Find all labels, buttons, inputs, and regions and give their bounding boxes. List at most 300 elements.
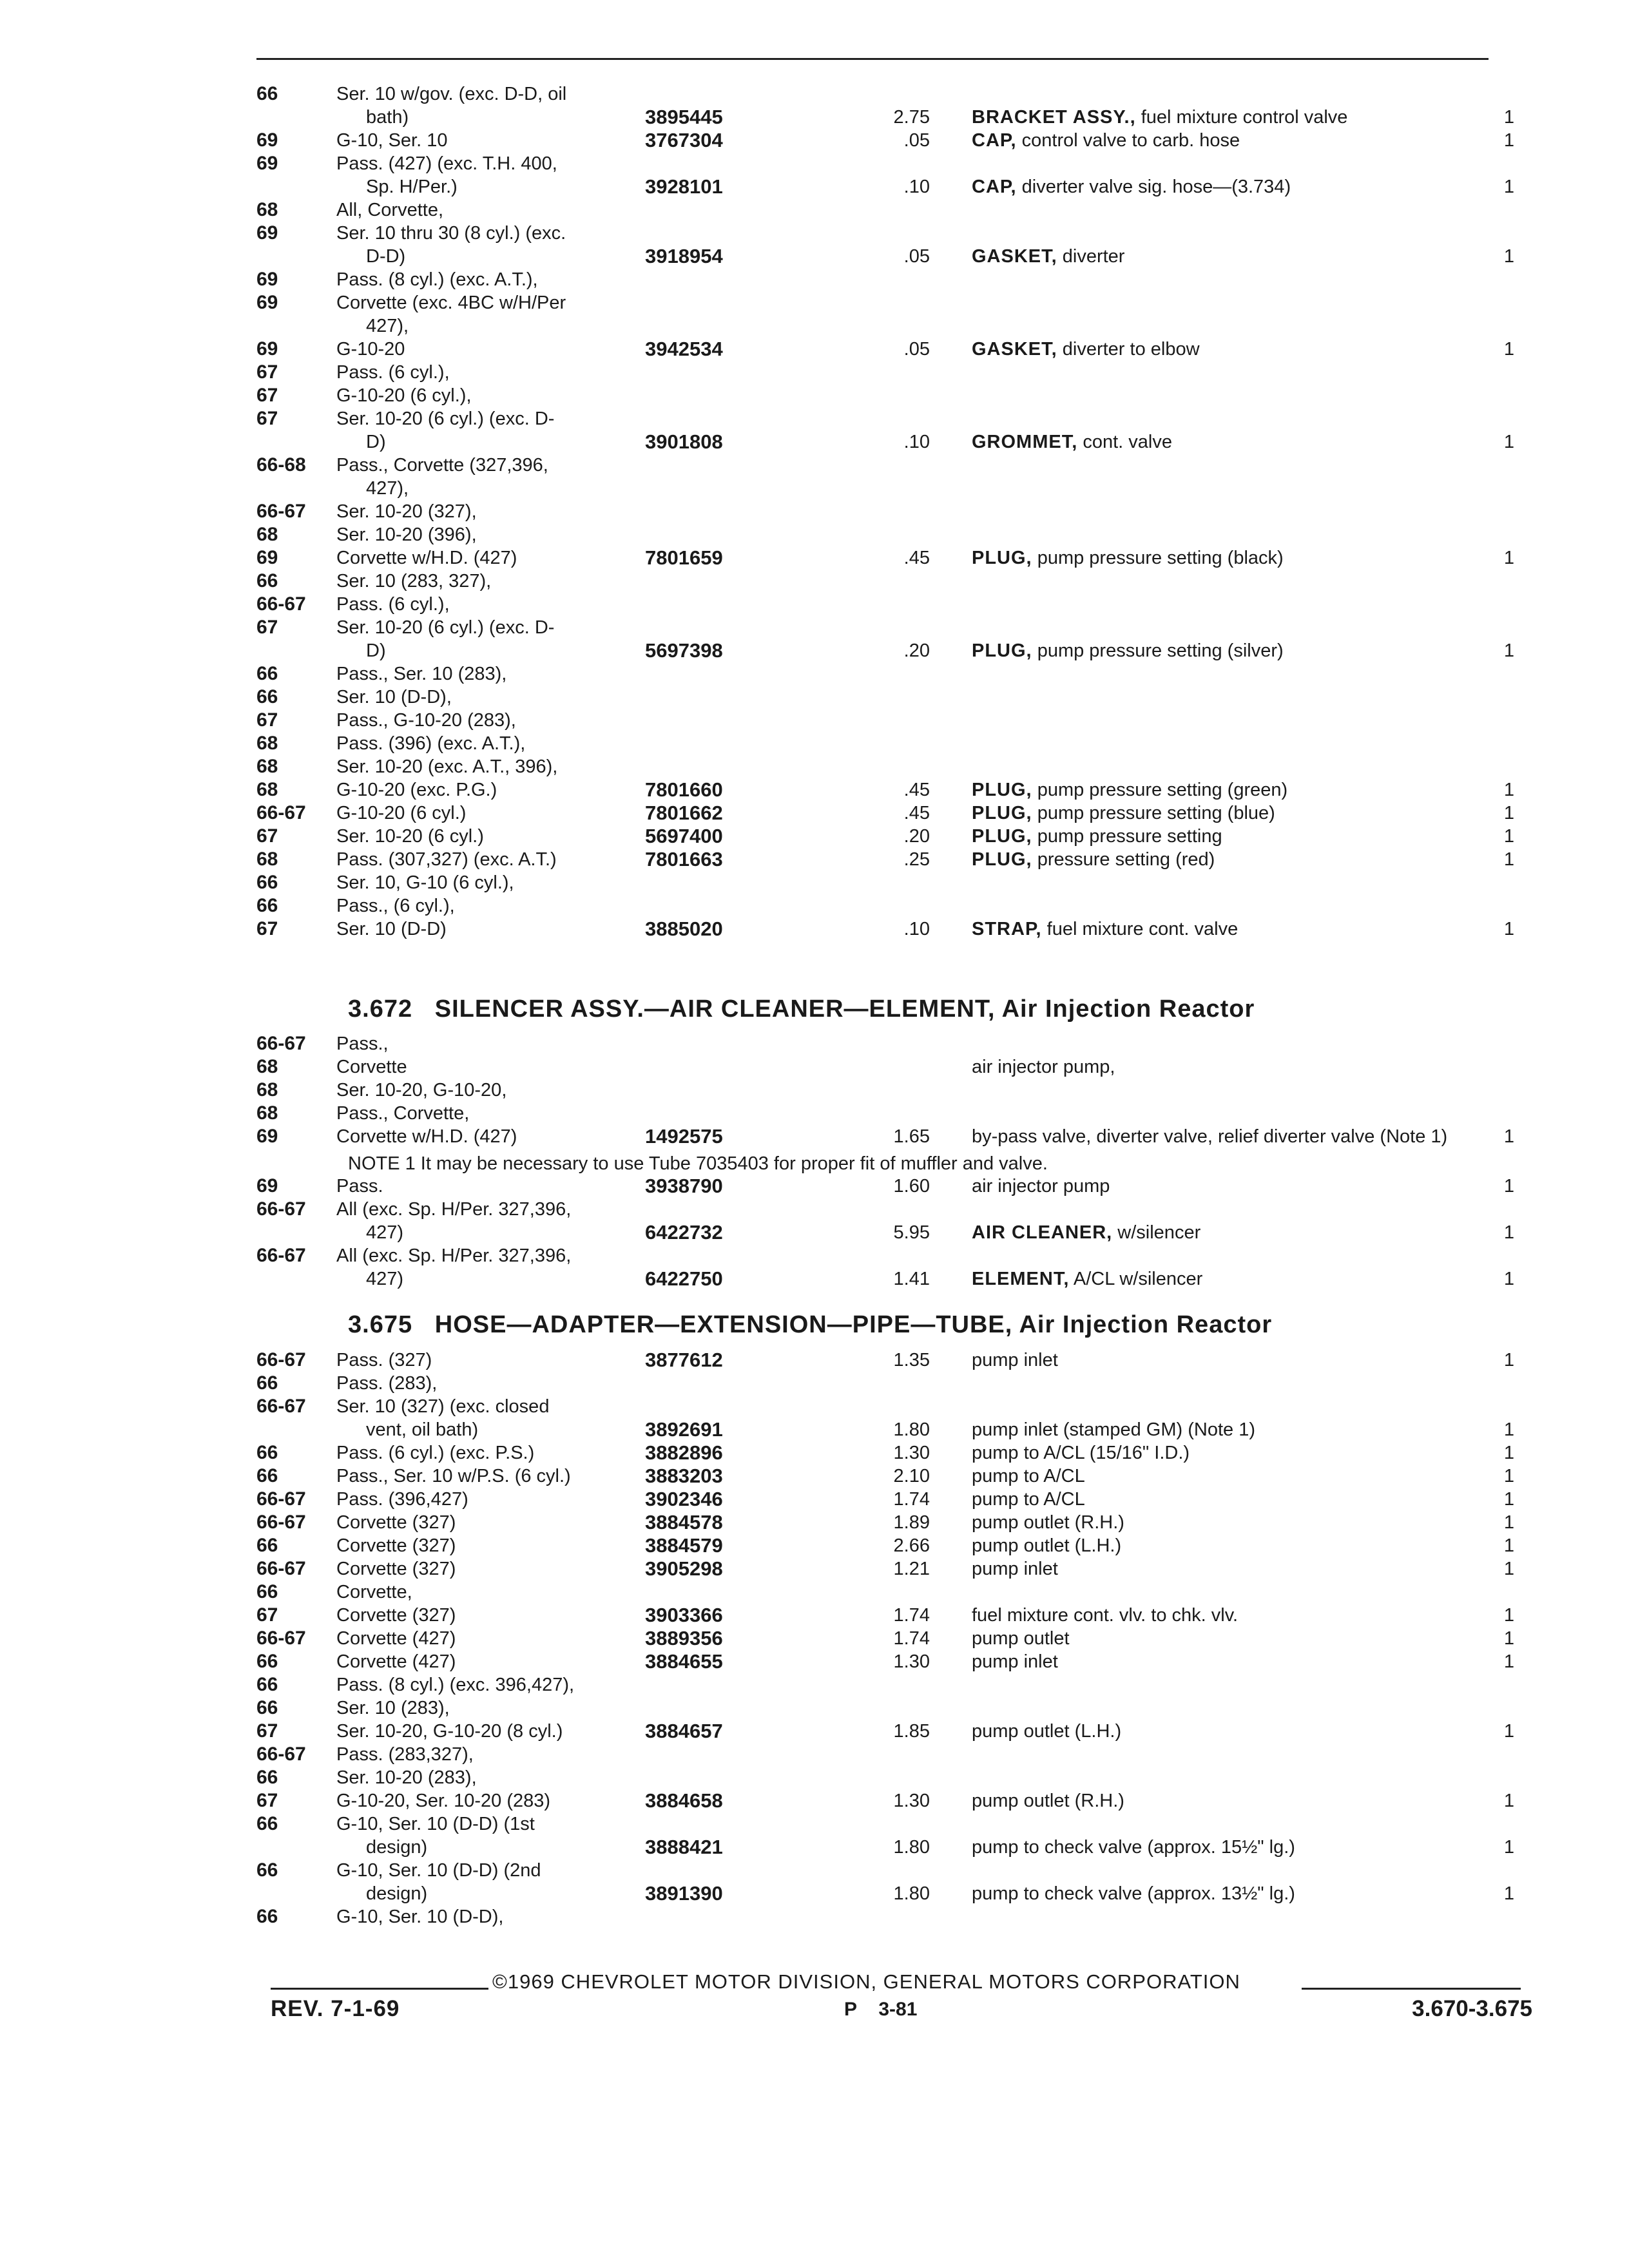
application: Pass., Ser. 10 (283), [336,664,507,684]
parts-row [256,1581,1532,1604]
page-number: P 3-81 [844,1999,918,2020]
parts-row [256,1079,1532,1102]
part-name-text: pump outlet (L.H.) [972,1721,1122,1742]
model-year: 66-67 [256,802,306,823]
model-year: 69 [256,547,278,568]
application: Corvette (327) [336,1605,456,1626]
quantity: 1 [1503,246,1514,267]
application: Pass. (396,427) [336,1489,468,1510]
part-name [972,430,1172,454]
part-name-keyword: CAP, [972,130,1017,151]
list-price: 1.30 [893,1443,930,1463]
parts-row [256,1055,1532,1079]
part-number: 3884579 [645,1534,723,1557]
application: G-10, Ser. 10 (D-D) (2nd [336,1860,541,1881]
application: G-10, Ser. 10 (D-D), [336,1907,504,1927]
application: Ser. 10 thru 30 (8 cyl.) (exc. [336,223,566,244]
application: Ser. 10-20 (327), [336,501,477,522]
part-name-text: pump pressure setting (green) [1037,780,1288,800]
quantity: 1 [1503,1883,1514,1904]
model-year: 66-67 [256,1558,306,1579]
list-price: 1.74 [893,1628,930,1649]
quantity: 1 [1503,1419,1514,1440]
part-number: 3891390 [645,1882,723,1905]
application: Corvette (exc. 4BC w/H/Per [336,293,566,313]
part-name-keyword: PLUG, [972,803,1032,823]
model-year: 66-67 [256,1245,306,1266]
model-year: 69 [256,269,278,290]
part-name-text: pump pressure setting (blue) [1037,803,1275,823]
application: All (exc. Sp. H/Per. 327,396, [336,1199,572,1220]
application: vent, oil bath) [366,1419,479,1440]
application: Corvette (327) [336,1535,456,1556]
model-year: 68 [256,849,278,870]
quantity: 1 [1503,780,1514,800]
application: Ser. 10 (D-D) [336,919,447,939]
quantity: 1 [1503,1837,1514,1858]
list-price: 1.80 [893,1837,930,1858]
application: Ser. 10-20 (6 cyl.) (exc. D- [336,408,555,429]
model-year: 68 [256,199,278,220]
parts-row [256,1198,1532,1221]
parts-row [256,732,1532,755]
parts-row [256,918,1532,941]
part-number: 3918954 [645,245,723,267]
part-name-keyword: PLUG, [972,826,1032,847]
quantity: 1 [1503,1269,1514,1289]
model-year: 66-67 [256,1512,306,1533]
parts-row [256,106,1532,129]
parts-row [256,1766,1532,1789]
parts-list-3670 [256,82,1532,941]
application: D) [366,432,386,452]
quantity: 1 [1503,803,1514,823]
quantity: 1 [1503,1651,1514,1672]
part-number: 3884655 [645,1650,723,1673]
model-year: 66-67 [256,1198,306,1220]
parts-row [256,1859,1532,1882]
section-heading-3675: 3.675 HOSE—ADAPTER—EXTENSION—PIPE—TUBE, Air Injection Reactor [348,1311,1273,1338]
application: All (exc. Sp. H/Per. 327,396, [336,1245,572,1266]
model-year: 68 [256,1056,278,1077]
quantity: 1 [1503,130,1514,151]
quantity: 1 [1503,1222,1514,1243]
section-heading-3672: 3.672 SILENCER ASSY.—AIR CLEANER—ELEMENT, Air Injection Reactor [348,995,1255,1023]
application: Pass. (6 cyl.) (exc. P.S.) [336,1443,535,1463]
model-year: 66 [256,1535,278,1556]
part-name [972,1441,1190,1465]
parts-row [256,755,1532,778]
part-name-text: diverter valve sig. hose—(3.734) [1021,177,1291,197]
application: Ser. 10 w/gov. (exc. D-D, oil [336,84,567,104]
quantity: 1 [1503,1350,1514,1370]
part-name [972,848,1215,871]
revision-date: REV. 7-1-69 [271,1996,400,2021]
parts-row [256,1032,1532,1055]
parts-row [256,848,1532,871]
part-number: 3905298 [645,1557,723,1580]
quantity: 1 [1503,1605,1514,1626]
model-year: 69 [256,338,278,360]
model-year: 66-67 [256,593,306,615]
application: Pass. (8 cyl.) (exc. 396,427), [336,1675,575,1695]
part-number: 3877612 [645,1349,723,1371]
part-name [972,1720,1121,1743]
parts-row [256,82,1532,106]
parts-row [256,1650,1532,1673]
application: G-10-20 [336,339,405,360]
application: Pass., Ser. 10 w/P.S. (6 cyl.) [336,1466,571,1486]
model-year: 66 [256,686,278,707]
parts-row [256,1905,1532,1928]
model-year: 68 [256,1102,278,1124]
model-year: 66 [256,1372,278,1394]
parts-row [256,1604,1532,1627]
model-year: 68 [256,756,278,777]
part-number: 3928101 [645,175,723,198]
parts-row [256,1882,1532,1905]
list-price: .05 [903,246,930,267]
part-name-text: pump inlet (stamped GM) (Note 1) [972,1419,1255,1440]
parts-row [256,1349,1532,1372]
part-number: 7801659 [645,546,723,569]
parts-row [256,314,1532,338]
quantity: 1 [1503,1489,1514,1510]
parts-row [256,1465,1532,1488]
model-year: 66 [256,1813,278,1834]
application: Pass., [336,1033,389,1054]
parts-list-3675 [256,1349,1532,1928]
part-number: 3888421 [645,1836,723,1858]
part-name-text: diverter to elbow [1062,339,1200,360]
model-year: 67 [256,1720,278,1742]
part-name-text: pump pressure setting (black) [1037,548,1284,568]
part-number: 3883203 [645,1465,723,1487]
list-price: 2.75 [893,107,930,128]
model-year: 67 [256,709,278,731]
part-name-keyword: GROMMET, [972,432,1078,452]
application: G-10, Ser. 10 [336,130,448,151]
application: bath) [366,107,409,128]
part-name-keyword: PLUG, [972,849,1032,870]
list-price: .45 [903,803,930,823]
part-name [972,1488,1085,1511]
part-name-keyword: CAP, [972,177,1017,197]
part-number: 3885020 [645,918,723,940]
application: Corvette w/H.D. (427) [336,1126,517,1147]
part-name [972,1267,1202,1291]
parts-row [256,1175,1532,1198]
part-name-keyword: PLUG, [972,640,1032,661]
part-name-text: by-pass valve, diverter valve, relief diverter valve (Note 1) [972,1126,1448,1147]
parts-row [256,384,1532,407]
application: Corvette (427) [336,1628,456,1649]
application: 427) [366,1222,404,1243]
application: D) [366,640,386,661]
application: Pass., Corvette, [336,1103,470,1124]
part-name-text: pump outlet (R.H.) [972,1512,1124,1533]
part-number: 7801660 [645,778,723,801]
application: Pass. (6 cyl.), [336,594,450,615]
model-year: 69 [256,153,278,174]
parts-row [256,198,1532,222]
parts-row [256,894,1532,918]
part-number: 3767304 [645,129,723,151]
model-year: 66-67 [256,1488,306,1510]
parts-row [256,871,1532,894]
part-name-text: pump pressure setting [1037,826,1222,847]
quantity: 1 [1503,432,1514,452]
list-price: 1.35 [893,1350,930,1370]
parts-row [256,686,1532,709]
parts-row [256,546,1532,570]
parts-row [256,1673,1532,1696]
part-name [972,1221,1200,1244]
application: Pass., Corvette (327,396, [336,455,548,476]
part-name-text: pump outlet [972,1628,1070,1649]
parts-row [256,454,1532,477]
model-year: 67 [256,408,278,429]
parts-row [256,361,1532,384]
part-name-text: pump to A/CL [972,1466,1085,1486]
part-name-text: air injector pump, [972,1057,1115,1077]
application: Ser. 10-20, G-10-20, [336,1080,507,1100]
part-number: 3884578 [645,1511,723,1533]
application: Pass. (6 cyl.), [336,362,450,383]
part-number: 7801663 [645,848,723,870]
application: Ser. 10-20 (exc. A.T., 396), [336,756,558,777]
parts-row [256,175,1532,198]
application: 427), [366,316,409,336]
parts-row [256,1812,1532,1836]
top-rule [256,58,1489,60]
part-name-text: cont. valve [1083,432,1172,452]
application: Ser. 10-20, G-10-20 (8 cyl.) [336,1721,563,1742]
model-year: 68 [256,733,278,754]
application: G-10-20, Ser. 10-20 (283) [336,1791,551,1811]
part-name-text: pump to A/CL [972,1489,1085,1510]
part-name-text: fuel mixture cont. vlv. to chk. vlv. [972,1605,1239,1626]
list-price: 2.10 [893,1466,930,1486]
part-name [972,546,1284,570]
model-year: 66 [256,872,278,893]
model-year: 69 [256,1126,278,1147]
quantity: 1 [1503,177,1514,197]
quantity: 1 [1503,1559,1514,1579]
application: Ser. 10-20 (6 cyl.) (exc. D- [336,617,555,638]
application: All, Corvette, [336,200,443,220]
part-name-text: A/CL w/silencer [1073,1269,1203,1289]
list-price: .10 [903,177,930,197]
parts-row [256,268,1532,291]
parts-row [256,500,1532,523]
application: Ser. 10 (327) (exc. closed [336,1396,550,1417]
model-year: 68 [256,1079,278,1100]
part-name [972,918,1238,941]
model-year: 66-68 [256,454,306,476]
part-name [972,1836,1295,1859]
parts-row [256,430,1532,454]
model-year: 68 [256,779,278,800]
part-number: 5697398 [645,639,723,662]
parts-row [256,1511,1532,1534]
application: 427) [366,1269,404,1289]
list-price: 1.80 [893,1419,930,1440]
part-name-text: pump inlet [972,1559,1058,1579]
parts-row [256,291,1532,314]
part-name-text: pump outlet (R.H.) [972,1791,1124,1811]
parts-row [256,616,1532,639]
part-name [972,802,1275,825]
part-number: 6422732 [645,1221,723,1244]
quantity: 1 [1503,1466,1514,1486]
application: Pass. (283,327), [336,1744,474,1765]
application: Ser. 10, G-10 (6 cyl.), [336,872,514,893]
quantity: 1 [1503,1535,1514,1556]
list-price: .20 [903,640,930,661]
quantity: 1 [1503,548,1514,568]
quantity: 1 [1503,1126,1514,1147]
parts-row [256,1441,1532,1465]
model-year: 66 [256,1651,278,1672]
list-price: 1.60 [893,1176,930,1196]
parts-row [256,129,1532,152]
footer-rule-right [1302,1988,1521,1990]
section-range: 3.670-3.675 [1412,1996,1532,2021]
parts-row [256,662,1532,686]
parts-row [256,593,1532,616]
model-year: 66 [256,1767,278,1788]
part-name [972,129,1240,152]
part-number: 6422750 [645,1267,723,1290]
application: Ser. 10 (D-D), [336,687,452,707]
parts-row [256,825,1532,848]
part-name-text: fuel mixture cont. valve [1046,919,1239,939]
part-number: 3882896 [645,1441,723,1464]
model-year: 69 [256,1175,278,1196]
application: Pass. (8 cyl.) (exc. A.T.), [336,269,538,290]
list-price: 1.30 [893,1791,930,1811]
part-name-keyword: STRAP, [972,919,1042,939]
part-number: 3884657 [645,1720,723,1742]
parts-row [256,1102,1532,1125]
parts-row [256,570,1532,593]
list-price: .05 [903,339,930,360]
part-name [972,1418,1255,1441]
application: Sp. H/Per.) [366,177,458,197]
copyright: ©1969 CHEVROLET MOTOR DIVISION, GENERAL MOTORS CORPORATION [492,1970,1240,1993]
application: Pass. (283), [336,1373,438,1394]
parts-row [256,477,1532,500]
parts-row [256,802,1532,825]
model-year: 67 [256,918,278,939]
parts-row [256,639,1532,662]
parts-row [256,1488,1532,1511]
part-name [972,1055,1115,1079]
part-number: 3903366 [645,1604,723,1626]
model-year: 67 [256,1790,278,1811]
part-number: 3895445 [645,106,723,128]
part-name-text: fuel mixture control valve [1141,107,1348,128]
parts-row [256,709,1532,732]
application: G-10, Ser. 10 (D-D) (1st [336,1814,535,1834]
part-name-keyword: GASKET, [972,339,1057,360]
application: Corvette, [336,1582,412,1602]
list-price: 2.66 [893,1535,930,1556]
application: Ser. 10 (283, 327), [336,571,492,591]
model-year: 66-67 [256,1033,306,1054]
parts-row [256,1789,1532,1812]
part-name [972,1534,1121,1557]
part-name [972,1650,1058,1673]
model-year: 67 [256,1604,278,1626]
part-name-text: pump inlet [972,1350,1058,1370]
application: Corvette (327) [336,1512,456,1533]
list-price: .05 [903,130,930,151]
model-year: 66 [256,895,278,916]
application: G-10-20 (6 cyl.), [336,385,472,406]
model-year: 66 [256,1860,278,1881]
parts-row [256,1696,1532,1720]
part-name [972,639,1284,662]
parts-row [256,1557,1532,1581]
application: Pass., G-10-20 (283), [336,710,516,731]
parts-row [256,1720,1532,1743]
application: design) [366,1883,428,1904]
part-number: 3942534 [645,338,723,360]
parts-row [256,1534,1532,1557]
model-year: 66 [256,83,278,104]
part-name [972,1604,1238,1627]
application: Corvette (327) [336,1559,456,1579]
list-price: 1.41 [893,1269,930,1289]
parts-list-3672 [256,1032,1532,1148]
model-year: 69 [256,222,278,244]
list-price: 1.80 [893,1883,930,1904]
application: G-10-20 (6 cyl.) [336,803,467,823]
part-name [972,1557,1058,1581]
model-year: 67 [256,825,278,847]
part-name-keyword: ELEMENT, [972,1269,1070,1289]
application: Ser. 10-20 (6 cyl.) [336,826,484,847]
list-price: .20 [903,826,930,847]
part-name [972,1349,1058,1372]
part-name-text: control valve to carb. hose [1021,130,1240,151]
application: G-10-20 (exc. P.G.) [336,780,497,800]
parts-list-3672-cont [256,1175,1532,1291]
parts-row [256,1125,1532,1148]
application: Corvette (427) [336,1651,456,1672]
part-name [972,1175,1110,1198]
parts-row [256,1743,1532,1766]
part-name-text: pressure setting (red) [1037,849,1215,870]
application: Pass. [336,1176,383,1196]
application: Ser. 10 (283), [336,1698,450,1718]
application: D-D) [366,246,406,267]
application: Pass. (307,327) (exc. A.T.) [336,849,557,870]
part-number: 3901808 [645,430,723,453]
parts-row [256,778,1532,802]
list-price: 1.89 [893,1512,930,1533]
parts-row [256,1267,1532,1291]
model-year: 66 [256,1674,278,1695]
parts-row [256,1627,1532,1650]
model-year: 66 [256,663,278,684]
application: Ser. 10-20 (396), [336,524,477,545]
model-year: 66-67 [256,1349,306,1370]
part-name-text: pump outlet (L.H.) [972,1535,1122,1556]
model-year: 66 [256,570,278,591]
